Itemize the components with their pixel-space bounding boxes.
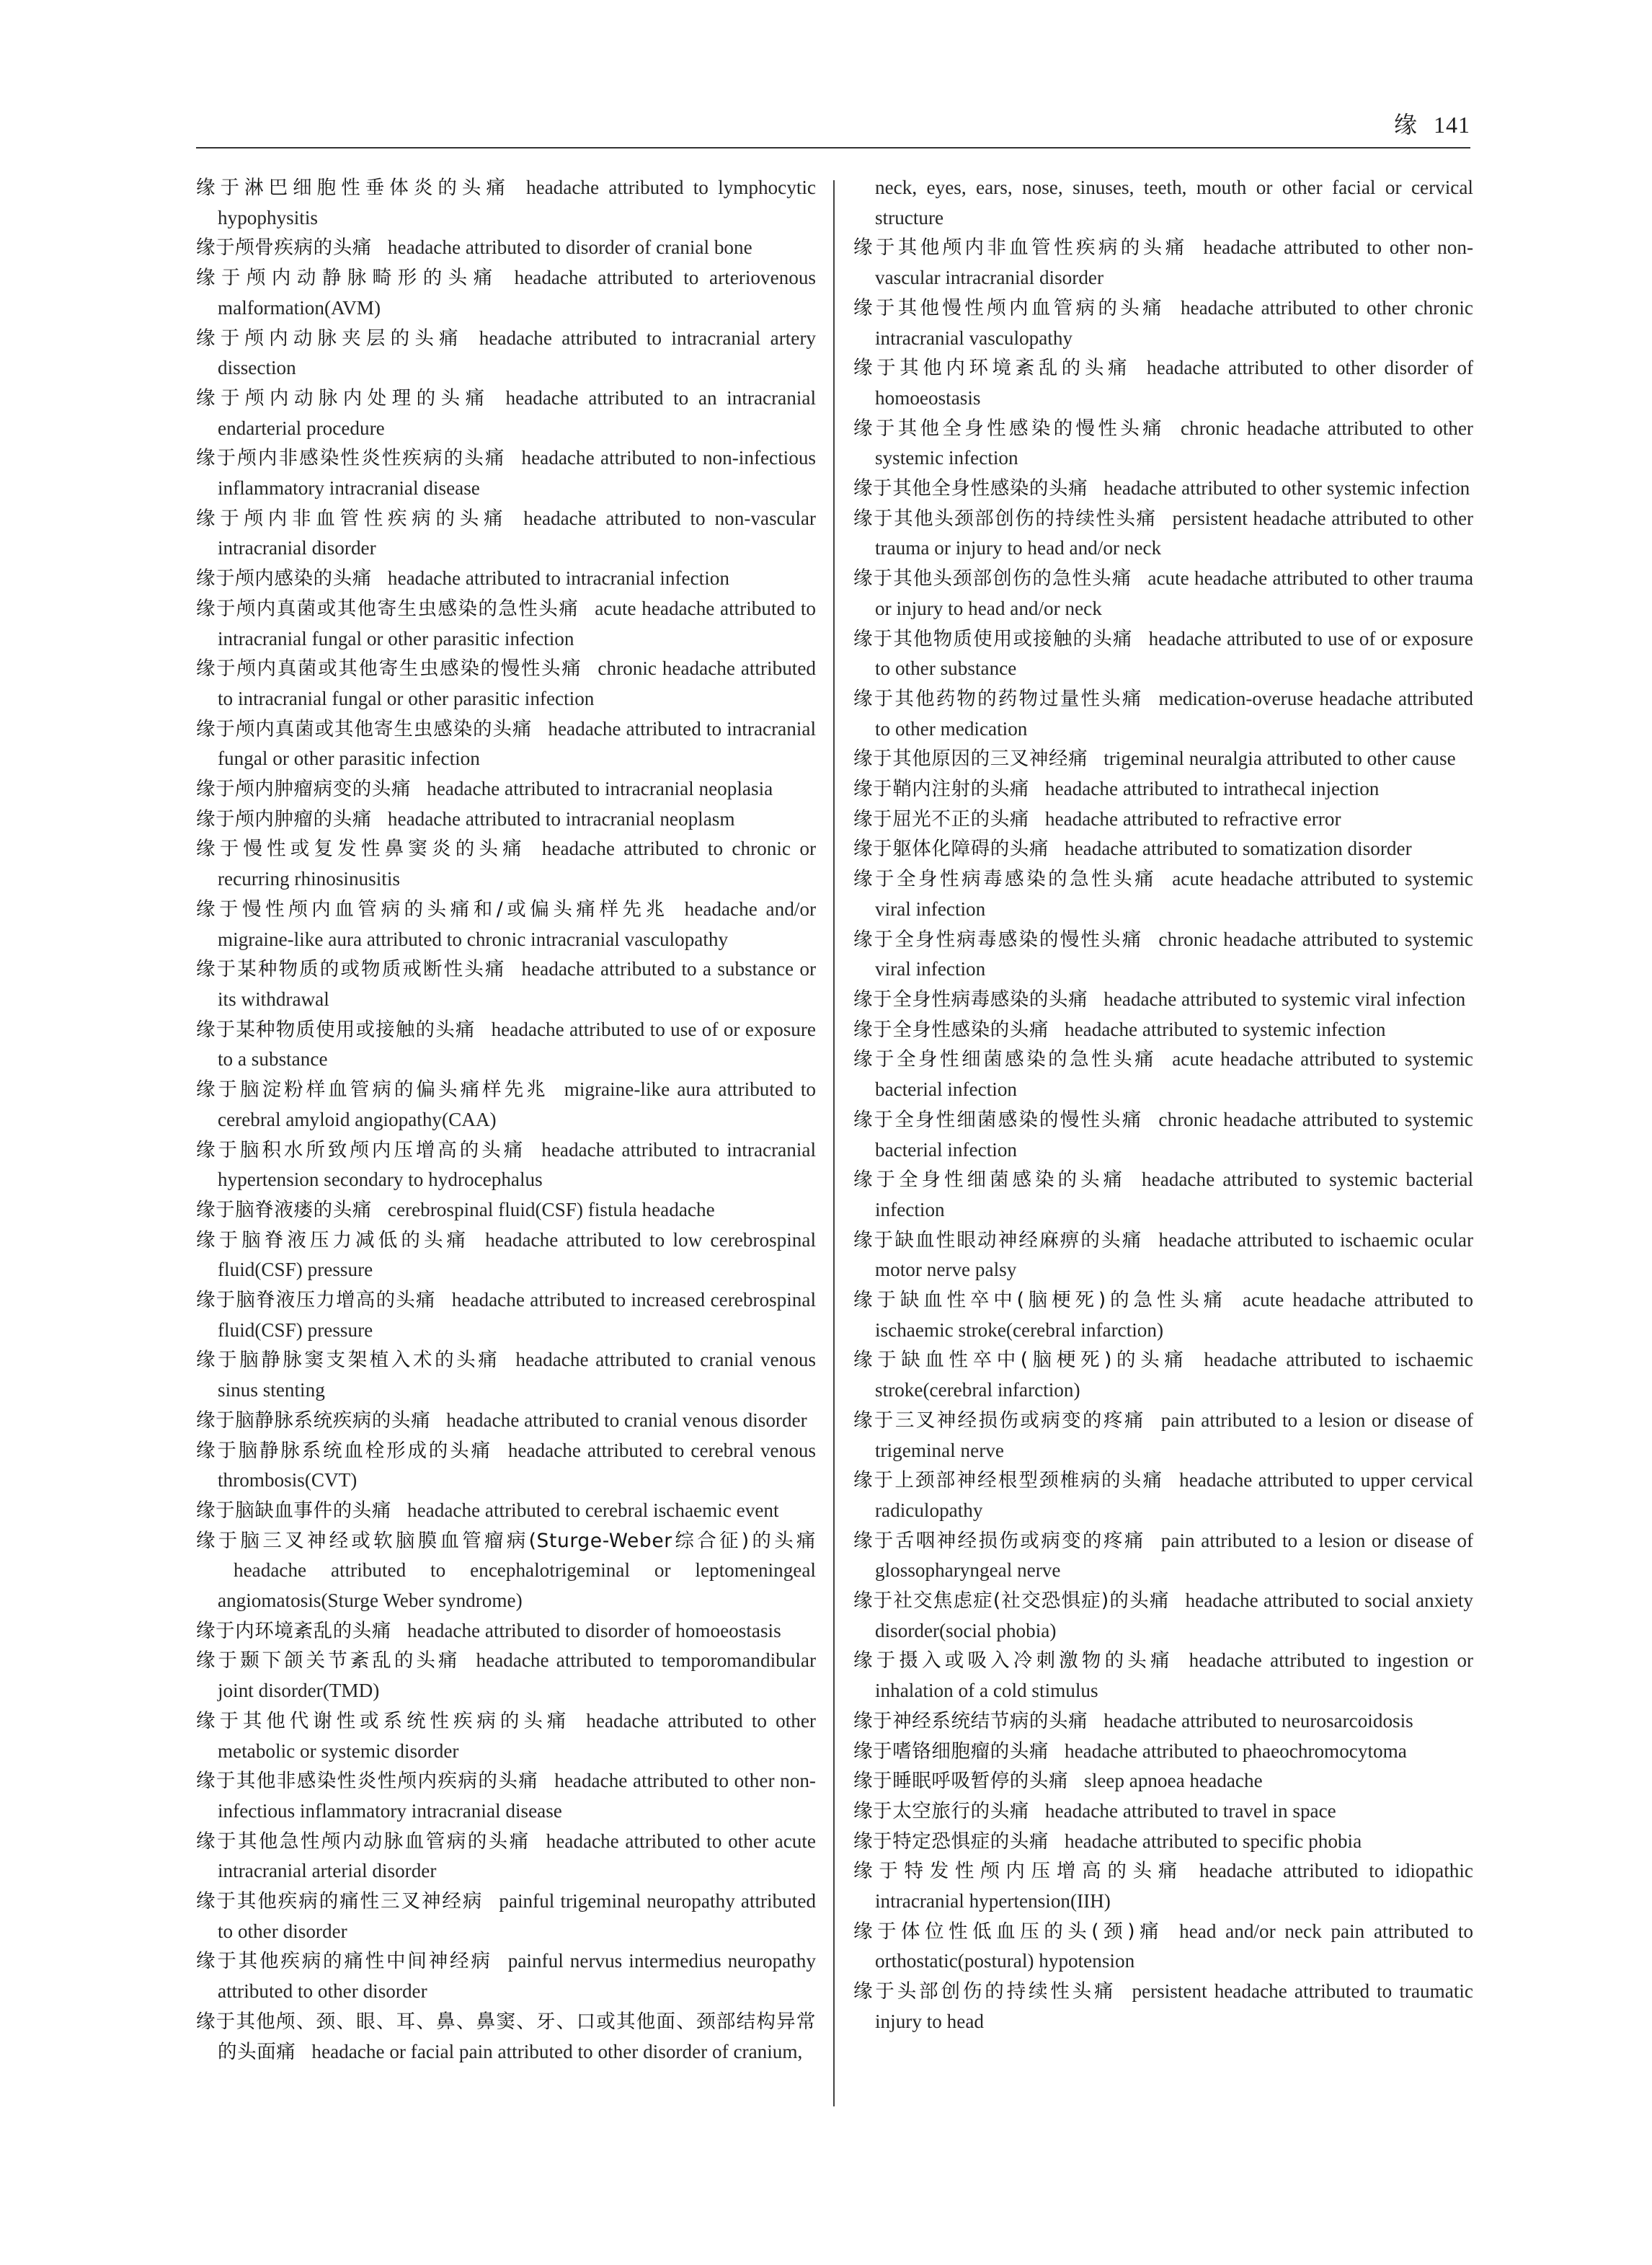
glossary-entry — [853, 624, 1473, 684]
entry-term-en: headache attributed to cerebral venous thrombosis(CVT) — [218, 1439, 816, 1491]
glossary-entry — [853, 1766, 1473, 1796]
entry-term-zh: 缘于其他物质使用或接触的头痛 — [853, 627, 1133, 650]
glossary-entry — [853, 173, 1473, 233]
entry-term-zh: 缘于颅内真菌或其他寄生虫感染的头痛 — [196, 717, 533, 740]
entry-term-zh: 缘于全身性病毒感染的急性头痛 — [853, 868, 1157, 891]
entry-term-zh: 缘于某种物质使用或接触的头痛 — [196, 1018, 476, 1041]
entry-term-zh: 缘于颅内动静脉畸形的头痛 — [196, 267, 499, 290]
entry-term-zh: 缘于神经系统结节病的头痛 — [853, 1709, 1088, 1732]
entry-term-zh: 缘于其他慢性颅内血管病的头痛 — [853, 296, 1165, 319]
entry-term-zh: 缘于舌咽神经损伤或病变的疼痛 — [853, 1529, 1145, 1552]
glossary-entry — [853, 1856, 1473, 1916]
entry-term-zh: 缘于全身性细菌感染的急性头痛 — [853, 1048, 1157, 1071]
entry-term-en: headache attributed to temporomandibular joint disorder(TMD) — [218, 1649, 817, 1702]
entry-term-en: trigeminal neuralgia attributed to other cause — [1103, 748, 1456, 770]
entry-term-zh: 缘于脑缺血事件的头痛 — [196, 1499, 391, 1522]
glossary-entry — [853, 1646, 1473, 1706]
entry-term-zh: 缘于特发性颅内压增高的头痛 — [853, 1860, 1184, 1883]
glossary-entry — [853, 1796, 1473, 1827]
entry-term-zh: 缘于鞘内注射的头痛 — [853, 778, 1029, 801]
glossary-entry — [196, 443, 816, 503]
glossary-entry — [196, 1436, 816, 1496]
entry-term-en: headache attributed to an intracranial endarterial procedure — [218, 386, 817, 439]
glossary-entry — [853, 1737, 1473, 1767]
page-number: 141 — [1434, 112, 1470, 138]
glossary-entry — [196, 324, 816, 384]
entry-term-en: chronic headache attributed to intracranial fungal or other parasitic infection — [218, 657, 816, 709]
entry-term-en: acute headache attributed to systemic viral infection — [875, 868, 1473, 920]
entry-term-zh: 缘于其他内环境紊乱的头痛 — [853, 357, 1132, 380]
entry-term-en: neck, eyes, ears, nose, sinuses, teeth, mouth or other facial or cervical structure — [875, 177, 1473, 229]
entry-term-zh: 缘于屈光不正的头痛 — [853, 807, 1029, 830]
glossary-entry — [853, 1345, 1473, 1405]
entry-term-zh: 缘于三叉神经损伤或病变的疼痛 — [853, 1409, 1145, 1432]
glossary-entry — [853, 1706, 1473, 1737]
glossary-entry — [196, 714, 816, 774]
entry-term-en: chronic headache attributed to other systemic infection — [875, 417, 1473, 469]
entry-term-zh: 缘于其他药物的药物过量性头痛 — [853, 687, 1143, 710]
left-column — [196, 173, 816, 2067]
entry-term-en: persistent headache attributed to traumatic injury to head — [875, 1980, 1473, 2032]
entry-term-en: pain attributed to a lesion or disease of trigeminal nerve — [875, 1409, 1473, 1461]
glossary-entry — [853, 474, 1473, 504]
glossary-entry — [196, 1646, 816, 1706]
glossary-entry — [853, 1586, 1473, 1646]
entry-term-en: headache attributed to systemic infection — [1065, 1018, 1386, 1040]
entry-term-zh: 缘于颞下颌关节紊乱的头痛 — [196, 1649, 461, 1672]
glossary-entry — [196, 1706, 816, 1766]
entry-term-zh: 缘于颅内感染的头痛 — [196, 567, 372, 590]
entry-term-zh: 缘于其他全身性感染的慢性头痛 — [853, 417, 1165, 440]
glossary-entry — [196, 1496, 816, 1526]
entry-term-zh: 缘于脑三叉神经或软脑膜血管瘤病(Sturge-Weber综合征)的头痛 — [196, 1529, 816, 1552]
entry-term-zh: 缘于颅内非感染性炎性疾病的头痛 — [196, 447, 506, 470]
glossary-entry — [853, 293, 1473, 353]
entry-term-en: headache attributed to ingestion or inhalation of a cold stimulus — [875, 1649, 1473, 1702]
glossary-entry — [853, 774, 1473, 805]
glossary-entry — [196, 954, 816, 1014]
entry-term-en: headache attributed to other systemic infection — [1103, 477, 1470, 500]
entry-term-en: headache attributed to systemic bacterial infection — [875, 1169, 1473, 1220]
entry-term-zh: 缘于其他急性颅内动脉血管病的头痛 — [196, 1830, 530, 1853]
entry-term-zh: 缘于缺血性眼动神经麻痹的头痛 — [853, 1228, 1143, 1251]
entry-term-en: headache attributed to low cerebrospinal fluid(CSF) pressure — [218, 1228, 816, 1281]
entry-term-zh: 缘于太空旅行的头痛 — [853, 1799, 1029, 1822]
entry-term-en: headache attributed to use of or exposure to a substance — [218, 1018, 816, 1071]
glossary-entry — [196, 1225, 816, 1285]
entry-term-zh: 缘于上颈部神经根型颈椎病的头痛 — [853, 1469, 1164, 1492]
column-divider — [833, 180, 835, 2106]
entry-term-en: headache attributed to arteriovenous malformation(AVM) — [218, 267, 816, 319]
entry-term-en: headache attributed to ischaemic ocular motor nerve palsy — [875, 1228, 1473, 1281]
entry-term-en: cerebrospinal fluid(CSF) fistula headache — [387, 1198, 715, 1220]
glossary-entry — [853, 504, 1473, 564]
glossary-entry — [196, 1285, 816, 1345]
entry-term-zh: 缘于颅内动脉夹层的头痛 — [196, 327, 463, 350]
entry-term-zh: 缘于社交焦虑症(社交恐惧症)的头痛 — [853, 1590, 1170, 1613]
entry-term-zh: 缘于颅内真菌或其他寄生虫感染的慢性头痛 — [196, 657, 582, 681]
entry-term-zh: 缘于嗜铬细胞瘤的头痛 — [853, 1739, 1049, 1763]
entry-term-en: headache attributed to somatization disorder — [1065, 838, 1412, 860]
glossary-entry — [196, 1195, 816, 1225]
glossary-entry — [853, 1977, 1473, 2036]
glossary-entry — [853, 864, 1473, 924]
entry-term-en: head and/or neck pain attributed to orthostatic(postural) hypotension — [875, 1920, 1474, 1972]
glossary-entry — [196, 173, 816, 233]
entry-term-en: headache attributed to intracranial artery dissection — [218, 327, 816, 379]
glossary-entry — [853, 414, 1473, 474]
entry-term-zh: 缘于头部创伤的持续性头痛 — [853, 1980, 1116, 2003]
entry-term-en: chronic headache attributed to systemic bacterial infection — [875, 1108, 1473, 1161]
entry-term-zh: 缘于脑静脉窦支架植入术的头痛 — [196, 1349, 500, 1372]
entry-term-en: headache attributed to other acute intracranial arterial disorder — [218, 1830, 816, 1882]
glossary-entry — [853, 1917, 1473, 1977]
header-index-char: 缘 — [1393, 111, 1418, 138]
entry-term-en: sleep apnoea headache — [1084, 1770, 1263, 1792]
glossary-entry — [196, 1766, 816, 1826]
entry-term-zh: 缘于全身性细菌感染的头痛 — [853, 1169, 1127, 1192]
entry-term-en: headache attributed to upper cervical radiculopathy — [875, 1469, 1474, 1521]
entry-term-zh: 缘于特定恐惧症的头痛 — [853, 1830, 1049, 1853]
entry-term-en: headache attributed to use of or exposure to other substance — [875, 627, 1473, 680]
glossary-entry — [853, 1015, 1473, 1045]
entry-term-zh: 缘于摄入或吸入冷刺激物的头痛 — [853, 1649, 1173, 1672]
entry-term-en: headache attributed to phaeochromocytoma — [1065, 1739, 1407, 1762]
entry-term-zh: 缘于脑脊液压力减低的头痛 — [196, 1228, 470, 1251]
entry-term-zh: 缘于其他头颈部创伤的急性头痛 — [853, 567, 1132, 590]
glossary-entry — [196, 1075, 816, 1135]
glossary-entry — [196, 1526, 816, 1616]
glossary-entry — [853, 744, 1473, 774]
entry-term-zh: 缘于其他头颈部创伤的持续性头痛 — [853, 507, 1157, 530]
entry-term-en: headache attributed to systemic viral infection — [1103, 988, 1466, 1010]
glossary-entry — [196, 1946, 816, 2006]
entry-term-zh: 缘于颅骨疾病的头痛 — [196, 236, 372, 260]
entry-term-en: migraine-like aura attributed to cerebral amyloid angiopathy(CAA) — [218, 1078, 816, 1130]
entry-term-en: headache attributed to cerebral ischaemic event — [407, 1499, 779, 1521]
entry-term-zh: 缘于缺血性卒中(脑梗死)的急性头痛 — [853, 1289, 1227, 1312]
glossary-entry — [196, 384, 816, 443]
entry-term-en: headache attributed to encephalotrigeminal or leptomeningeal angiomatosis(Sturge Weber syndrome) — [218, 1559, 816, 1612]
entry-term-zh: 缘于脑淀粉样血管病的偏头痛样先兆 — [196, 1078, 549, 1102]
glossary-entry — [853, 1165, 1473, 1225]
entry-term-en: medication-overuse headache attributed to other medication — [875, 687, 1473, 740]
entry-term-zh: 缘于慢性或复发性鼻窦炎的头痛 — [196, 838, 526, 861]
entry-term-en: headache attributed to other non-vascular intracranial disorder — [875, 236, 1473, 289]
entry-term-en: headache attributed to increased cerebrospinal fluid(CSF) pressure — [218, 1289, 817, 1341]
glossary-entry — [853, 1285, 1473, 1345]
entry-term-en: acute headache attributed to ischaemic stroke(cerebral infarction) — [875, 1289, 1474, 1341]
glossary-entry — [196, 1406, 816, 1436]
entry-term-zh: 缘于睡眠呼吸暂停的头痛 — [853, 1770, 1069, 1793]
entry-term-zh: 缘于其他颅、颈、眼、耳、鼻、鼻窦、牙、口或其他面、颈部结构异常的头面痛 — [196, 2010, 816, 2063]
entry-term-en: painful nervus intermedius neuropathy attributed to other disorder — [218, 1950, 816, 2003]
glossary-entry — [853, 985, 1473, 1015]
entry-term-zh: 缘于脑脊液压力增高的头痛 — [196, 1289, 436, 1312]
glossary-entry — [196, 2007, 816, 2067]
entry-term-zh: 缘于颅内肿瘤病变的头痛 — [196, 778, 412, 801]
glossary-entry — [196, 594, 816, 654]
glossary-entry — [196, 1827, 816, 1887]
entry-term-en: headache attributed to intracranial neoplasia — [427, 778, 773, 800]
entry-term-zh: 缘于颅内非血管性疾病的头痛 — [196, 507, 508, 530]
glossary-entry — [853, 564, 1473, 624]
running-head — [1394, 107, 1470, 140]
glossary-entry — [196, 1887, 816, 1946]
entry-term-en: headache or facial pain attributed to other disorder of cranium, — [311, 2040, 803, 2062]
entry-term-en: headache attributed to ischaemic stroke(cerebral infarction) — [875, 1349, 1473, 1401]
glossary-entry — [196, 504, 816, 564]
entry-term-zh: 缘于其他原因的三叉神经痛 — [853, 748, 1088, 771]
entry-term-zh: 缘于其他全身性感染的头痛 — [853, 477, 1088, 500]
entry-term-en: headache attributed to cranial venous disorder — [446, 1409, 807, 1431]
entry-term-en: headache attributed to disorder of cranial bone — [387, 236, 752, 259]
glossary-entry — [196, 774, 816, 805]
glossary-entry — [853, 1466, 1473, 1525]
entry-term-en: painful trigeminal neuropathy attributed to other disorder — [218, 1890, 817, 1942]
glossary-entry — [853, 353, 1473, 413]
glossary-entry — [196, 805, 816, 835]
entry-term-en: acute headache attributed to systemic bacterial infection — [875, 1048, 1473, 1101]
glossary-entry — [853, 233, 1473, 293]
entry-term-zh: 缘于全身性细菌感染的慢性头痛 — [853, 1108, 1143, 1131]
entry-term-zh: 缘于颅内肿瘤的头痛 — [196, 807, 372, 830]
glossary-entry — [196, 233, 816, 263]
entry-term-en: acute headache attributed to other trauma or injury to head and/or neck — [875, 567, 1474, 619]
entry-term-zh: 缘于淋巴细胞性垂体炎的头痛 — [196, 177, 510, 199]
entry-term-zh: 缘于全身性病毒感染的头痛 — [853, 988, 1088, 1011]
entry-term-zh: 缘于其他非感染性炎性颅内疾病的头痛 — [196, 1770, 539, 1793]
glossary-entry — [196, 834, 816, 894]
glossary-entry — [853, 684, 1473, 744]
entry-term-zh: 缘于脑静脉系统疾病的头痛 — [196, 1409, 431, 1432]
entry-term-en: acute headache attributed to intracranial fungal or other parasitic infection — [218, 597, 816, 650]
entry-term-en: persistent headache attributed to other trauma or injury to head and/or neck — [875, 507, 1474, 559]
glossary-entry — [196, 263, 816, 323]
entry-term-zh: 缘于其他疾病的痛性中间神经病 — [196, 1950, 492, 1973]
glossary-entry — [853, 1225, 1473, 1285]
glossary-entry — [853, 1526, 1473, 1586]
entry-term-en: headache attributed to specific phobia — [1065, 1830, 1362, 1852]
entry-term-zh: 缘于全身性病毒感染的慢性头痛 — [853, 928, 1143, 951]
entry-term-en: headache attributed to intracranial hypertension secondary to hydrocephalus — [218, 1138, 816, 1191]
glossary-entry — [853, 1406, 1473, 1466]
entry-term-en: headache attributed to social anxiety disorder(social phobia) — [875, 1590, 1473, 1641]
entry-term-zh: 缘于某种物质的或物质戒断性头痛 — [196, 958, 506, 981]
glossary-entry — [853, 1045, 1473, 1104]
entry-term-zh: 缘于脑静脉系统血栓形成的头痛 — [196, 1439, 492, 1462]
entry-term-zh: 缘于内环境紊乱的头痛 — [196, 1619, 391, 1642]
entry-term-en: headache attributed to intracranial infection — [387, 567, 729, 590]
glossary-entry — [196, 1345, 816, 1405]
entry-term-zh: 缘于躯体化障碍的头痛 — [853, 838, 1049, 861]
entry-term-en: headache attributed to other chronic intracranial vasculopathy — [875, 296, 1473, 349]
entry-term-zh: 缘于慢性颅内血管病的头痛和/或偏头痛样先兆 — [196, 897, 669, 921]
entry-term-en: headache attributed to intracranial neoplasm — [387, 807, 735, 830]
glossary-entry — [853, 834, 1473, 864]
entry-term-en: headache attributed to other non-infectious inflammatory intracranial disease — [218, 1770, 816, 1822]
glossary-entry — [196, 895, 816, 954]
glossary-entry — [196, 654, 816, 714]
entry-term-zh: 缘于其他代谢性或系统性疾病的头痛 — [196, 1709, 571, 1732]
glossary-entry — [853, 1105, 1473, 1165]
entry-term-en: pain attributed to a lesion or disease of glossopharyngeal nerve — [875, 1529, 1473, 1582]
entry-term-en: headache attributed to non-vascular intracranial disorder — [218, 507, 816, 559]
entry-term-en: headache attributed to travel in space — [1044, 1799, 1336, 1822]
glossary-entry — [196, 1015, 816, 1075]
entry-term-en: headache attributed to disorder of homoeostasis — [407, 1619, 781, 1641]
right-column — [853, 173, 1473, 2037]
entry-term-en: chronic headache attributed to systemic viral infection — [875, 928, 1473, 980]
entry-term-zh: 缘于脑脊液瘘的头痛 — [196, 1198, 372, 1221]
entry-term-zh: 缘于其他疾病的痛性三叉神经病 — [196, 1890, 484, 1913]
page-header — [196, 101, 1470, 149]
entry-term-en: headache attributed to chronic or recurring rhinosinusitis — [218, 838, 816, 890]
entry-term-en: headache attributed to other disorder of homoeostasis — [875, 357, 1474, 409]
entry-term-zh: 缘于全身性感染的头痛 — [853, 1018, 1049, 1041]
entry-term-en: headache attributed to non-infectious inflammatory intracranial disease — [218, 447, 817, 500]
glossary-entry — [853, 925, 1473, 985]
entry-term-en: headache attributed to a substance or its withdrawal — [218, 958, 817, 1010]
entry-term-en: headache attributed to neurosarcoidosis — [1103, 1709, 1413, 1732]
entry-term-zh: 缘于脑积水所致颅内压增高的头痛 — [196, 1138, 526, 1161]
entry-term-en: headache attributed to other metabolic or systemic disorder — [218, 1709, 816, 1762]
entry-term-zh: 缘于其他颅内非血管性疾病的头痛 — [853, 236, 1188, 260]
glossary-entry — [853, 805, 1473, 835]
entry-term-en: headache and/or migraine-like aura attributed to chronic intracranial vasculopathy — [218, 897, 817, 950]
entry-term-en: headache attributed to cranial venous sinus stenting — [218, 1349, 816, 1401]
glossary-entry — [196, 1135, 816, 1195]
entry-term-en: headache attributed to intracranial fungal or other parasitic infection — [218, 717, 816, 770]
entry-term-zh: 缘于缺血性卒中(脑梗死)的头痛 — [853, 1349, 1189, 1372]
entry-term-zh: 缘于颅内真菌或其他寄生虫感染的急性头痛 — [196, 597, 579, 620]
entry-term-en: headache attributed to intrathecal injection — [1044, 778, 1380, 800]
entry-term-zh: 缘于体位性低血压的头(颈)痛 — [853, 1920, 1164, 1943]
entry-term-en: headache attributed to lymphocytic hypophysitis — [218, 177, 816, 229]
glossary-entry — [853, 1827, 1473, 1857]
entry-term-en: headache attributed to idiopathic intracranial hypertension(IIH) — [875, 1860, 1473, 1912]
glossary-entry — [196, 564, 816, 594]
entry-term-en: headache attributed to refractive error — [1044, 807, 1341, 830]
entry-term-zh: 缘于颅内动脉内处理的头痛 — [196, 386, 490, 409]
glossary-entry — [196, 1616, 816, 1646]
